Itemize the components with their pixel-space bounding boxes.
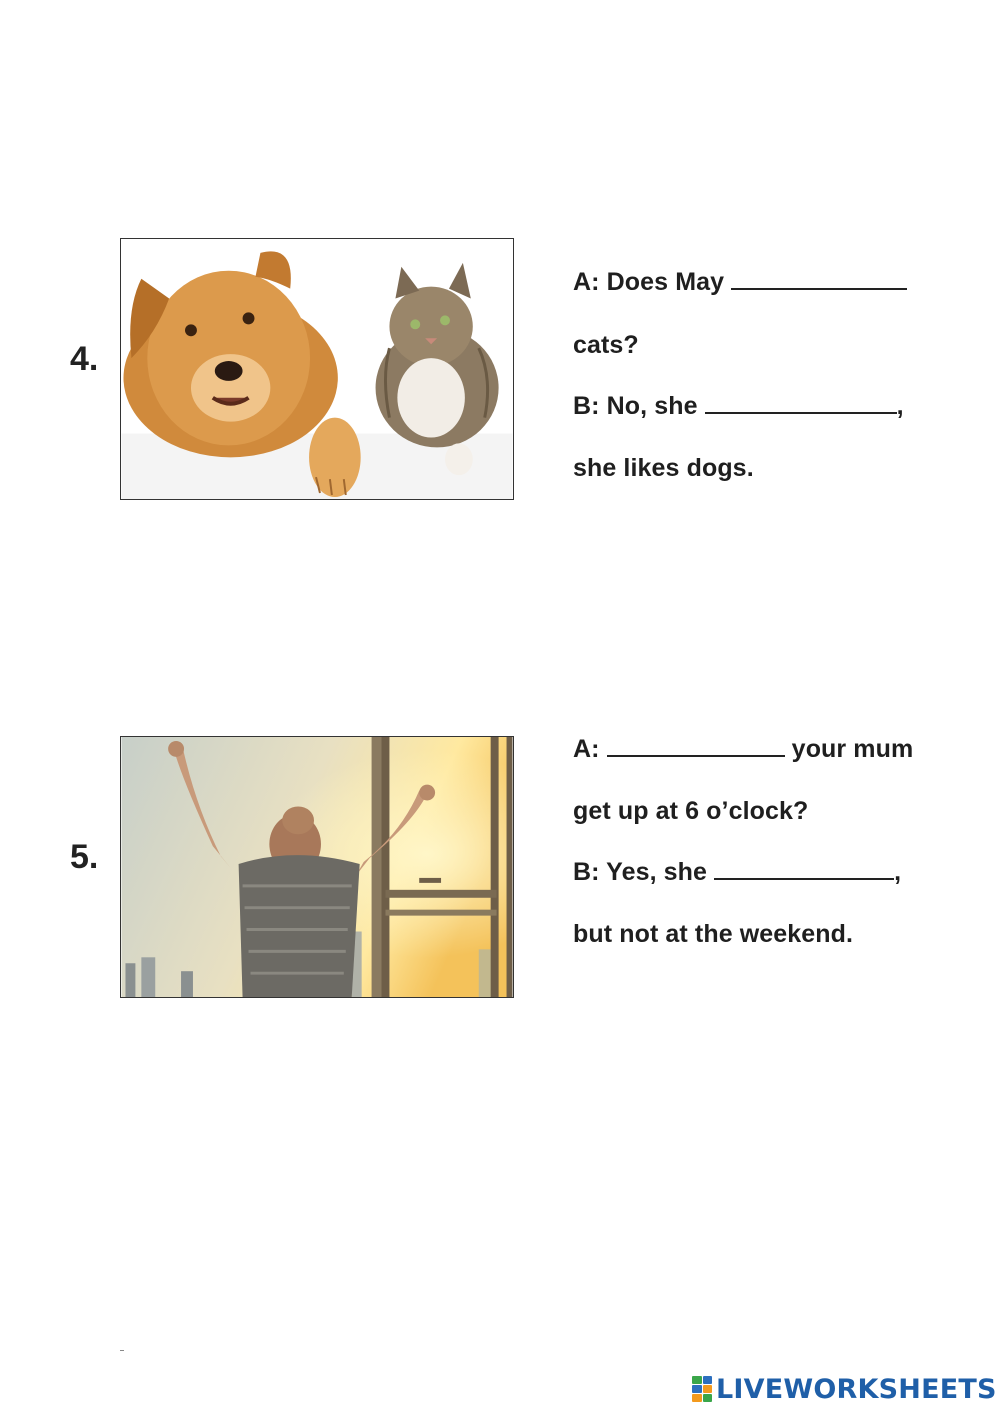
q5-line-1 (573, 735, 913, 764)
q5-line-1-suffix: your mum (784, 735, 914, 763)
brand-text: LIVEWORKSHEETS (716, 1373, 997, 1405)
q4-line-4: she likes dogs. (573, 454, 754, 482)
q4-line-2: cats? (573, 331, 639, 359)
q4-line-3-comma: , (896, 392, 904, 420)
question-number-4: 4. (70, 340, 99, 378)
q4-line-3-text: B: No, she (573, 392, 705, 420)
liveworksheets-logo (692, 1372, 997, 1406)
q5-answer-blank-2[interactable] (714, 858, 894, 880)
page-mark (120, 1350, 124, 1351)
q5-line-4: but not at the weekend. (573, 920, 854, 948)
q5-answer-blank-1[interactable] (607, 735, 785, 757)
q5-line-1-text: A: (573, 735, 607, 763)
dog-and-cat-photo (120, 238, 514, 500)
q4-line-1-text: A: Does May (573, 268, 732, 296)
woman-stretching-photo (120, 736, 514, 998)
q5-line-3-text: B: Yes, she (573, 858, 715, 886)
q5-line-3 (573, 858, 901, 887)
q5-line-2: get up at 6 o’clock? (573, 797, 809, 825)
q4-line-1 (573, 268, 907, 297)
dog-and-cat-icon (121, 239, 513, 499)
q4-line-3 (573, 392, 904, 421)
liveworksheets-logo-icon (692, 1376, 712, 1402)
question-number-5: 5. (70, 838, 99, 876)
q4-answer-blank-2[interactable] (705, 392, 897, 414)
q4-answer-blank-1[interactable] (731, 268, 907, 290)
woman-stretching-at-window-icon (121, 737, 513, 997)
q5-line-3-comma: , (894, 858, 902, 886)
